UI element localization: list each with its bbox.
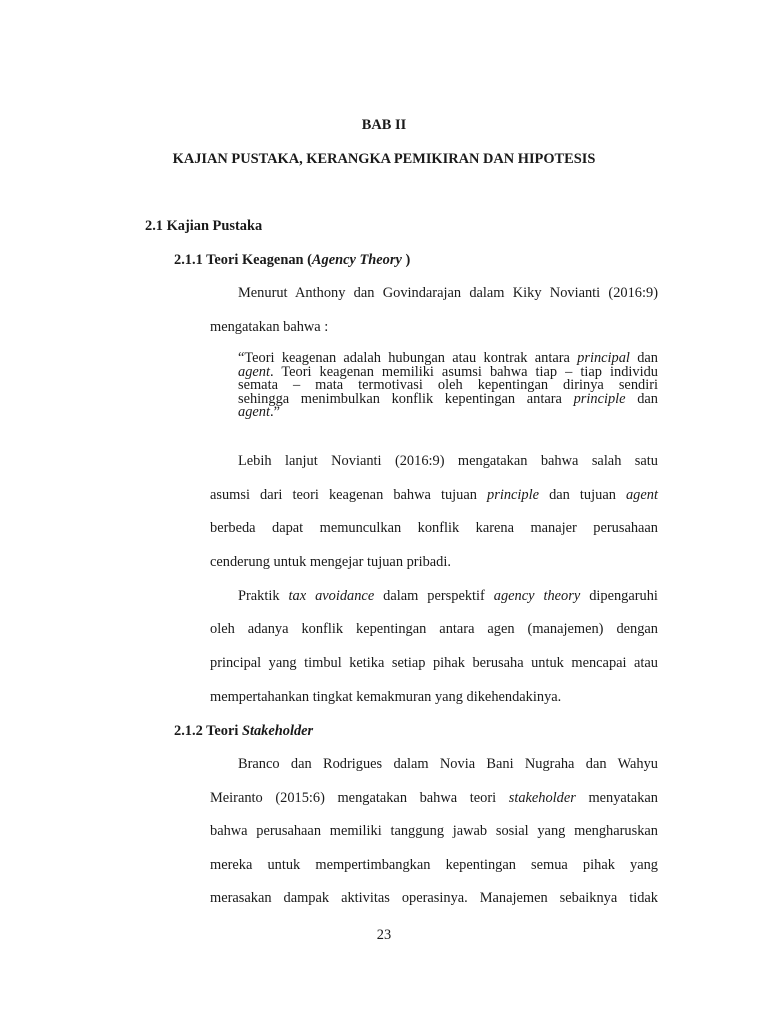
section-heading-2-1-2: 2.1.2 Teori Stakeholder [174,723,314,739]
paragraph-line: mereka untuk mempertimbangkan kepentingan semua pihak yang [210,857,658,873]
paragraph-line: merasakan dampak aktivitas operasinya. Manajemen sebaiknya tidak [210,890,658,906]
section-heading-2-1-1: 2.1.1 Teori Keagenan (Agency Theory ) [174,252,411,268]
paragraph-line: bahwa perusahaan memiliki tanggung jawab sosial yang mengharuskan [210,823,658,839]
paragraph-line: principal yang timbul ketika setiap pihak berusaha untuk mencapai atau [210,655,658,671]
paragraph-line: Menurut Anthony dan Govindarajan dalam Kiky Novianti (2016:9) [238,285,658,301]
paragraph-line: Meiranto (2015:6) mengatakan bahwa teori stakeholder menyatakan [210,790,658,806]
paragraph-line: mempertahankan tingkat kemakmuran yang dikehendakinya. [210,689,562,705]
paragraph-line: Lebih lanjut Novianti (2016:9) mengatakan bahwa salah satu [238,453,658,469]
section-heading-2-1: 2.1 Kajian Pustaka [145,218,263,234]
paragraph-line: Praktik tax avoidance dalam perspektif agency theory dipengaruhi [238,588,658,604]
page-number: 23 [376,927,392,943]
paragraph-line: mengatakan bahwa : [210,319,329,335]
paragraph-line: berbeda dapat memunculkan konflik karena manajer perusahaan [210,520,658,536]
paragraph-line: Branco dan Rodrigues dalam Novia Bani Nugraha dan Wahyu [238,756,658,772]
chapter-title: KAJIAN PUSTAKA, KERANGKA PEMIKIRAN DAN HIPOTESIS [172,151,596,167]
paragraph-line: asumsi dari teori keagenan bahwa tujuan principle dan tujuan agent [210,487,658,503]
paragraph-line: cenderung untuk mengejar tujuan pribadi. [210,554,451,570]
chapter-label: BAB II [361,117,407,133]
block-quote: “Teori keagenan adalah hubungan atau kontrak antara principal dan agent. Teori keagenan memiliki asumsi bahwa tiap – tiap individu semata – mata termotivasi oleh kepentingan dirinya sendiri sehingga menimbulkan konflik kepentingan antara principle dan agent.” [238,350,658,420]
paragraph-line: oleh adanya konflik kepentingan antara agen (manajemen) dengan [210,621,658,637]
